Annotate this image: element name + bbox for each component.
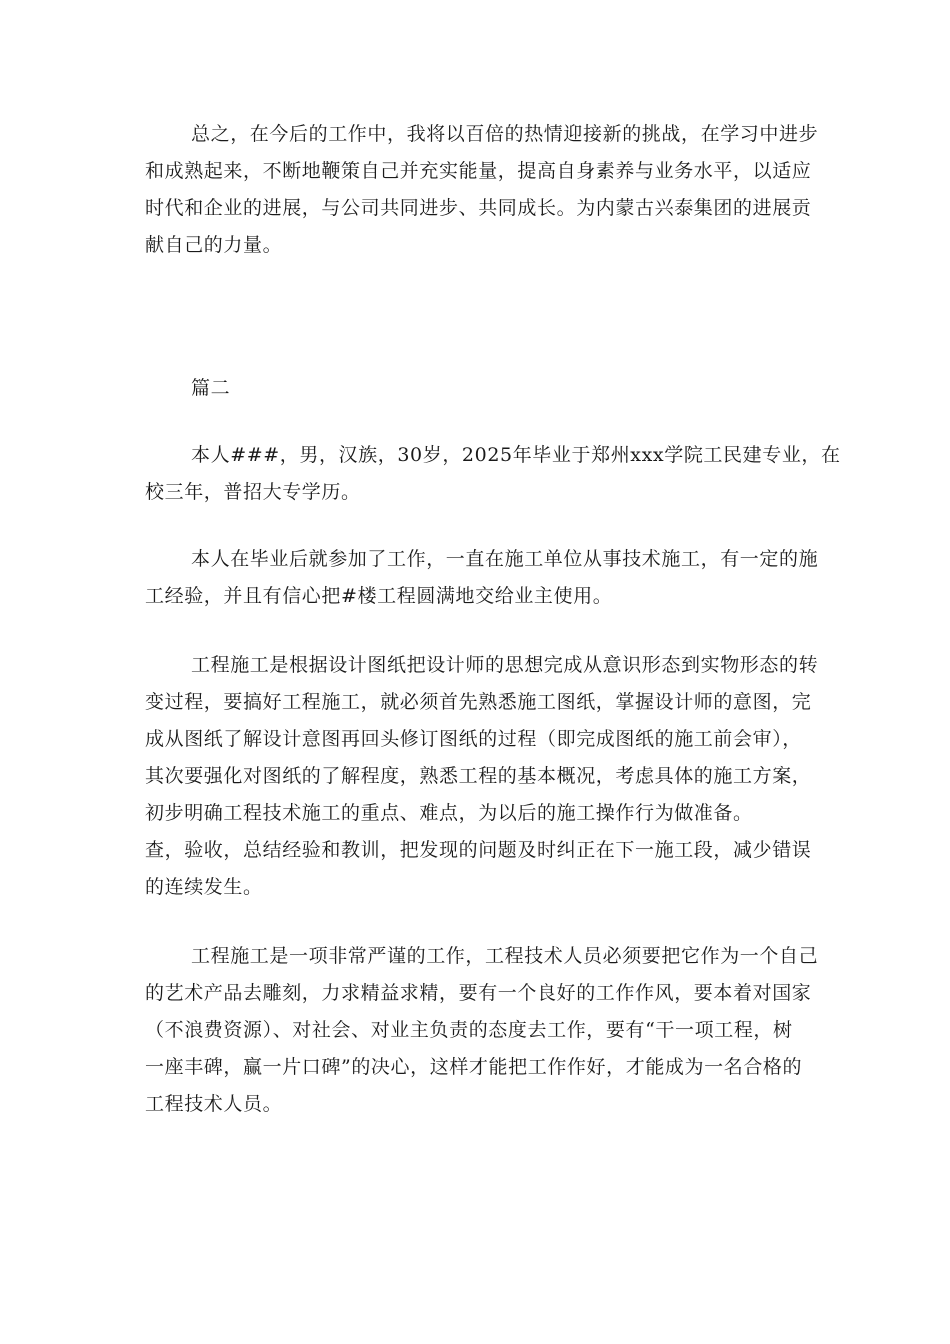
paragraph-line: 变过程，要搞好工程施工，就必须首先熟悉施工图纸，掌握设计师的意图，完 xyxy=(145,691,812,713)
paragraph-line: （不浪费资源）、对社会、对业主负责的态度去工作，要有“干一项工程，树 xyxy=(145,1019,793,1041)
paragraph-line: 工程技术人员。 xyxy=(145,1093,283,1115)
paragraph-line: 工程施工是根据设计图纸把设计师的思想完成从意识形态到实物形态的转 xyxy=(191,654,819,676)
paragraph-line: 工程施工是一项非常严谨的工作，工程技术人员必须要把它作为一个自己 xyxy=(191,945,819,967)
paragraph-line: 的艺术产品去雕刻，力求精益求精，要有一个良好的工作作风，要本着对国家 xyxy=(145,982,812,1004)
paragraph-line: 本人###，男，汉族，30岁，2025年毕业于郑州xxx学院工民建专业，在 xyxy=(191,444,841,466)
paragraph-line: 一座丰碑，赢一片口碑”的决心，这样才能把工作作好，才能成为一名合格的 xyxy=(145,1056,803,1078)
paragraph-line: 初步明确工程技术施工的重点、难点，为以后的施工操作行为做准备。 xyxy=(145,802,753,824)
section-heading: 篇二 xyxy=(191,377,231,399)
paragraph-line: 成从图纸了解设计意图再回头修订图纸的过程（即完成图纸的施工前会审）， xyxy=(145,728,802,750)
paragraph-line: 校三年，普招大专学历。 xyxy=(145,481,361,503)
paragraph-line: 查，验收，总结经验和教训，把发现的问题及时纠正在下一施工段，减少错误 xyxy=(145,839,812,861)
paragraph-line: 工经验，并且有信心把#楼工程圆满地交给业主使用。 xyxy=(145,585,613,607)
paragraph-line: 总之，在今后的工作中，我将以百倍的热情迎接新的挑战，在学习中进步 xyxy=(191,123,819,145)
paragraph-line: 其次要强化对图纸的了解程度，熟悉工程的基本概况，考虑具体的施工方案， xyxy=(145,765,812,787)
paragraph-line: 的连续发生。 xyxy=(145,876,263,898)
paragraph-line: 献自己的力量。 xyxy=(145,234,283,256)
paragraph-line: 本人在毕业后就参加了工作，一直在施工单位从事技术施工，有一定的施 xyxy=(191,548,819,570)
paragraph-line: 和成熟起来，不断地鞭策自己并充实能量，提高自身素养与业务水平，以适应 xyxy=(145,160,812,182)
paragraph-line: 时代和企业的进展，与公司共同进步、共同成长。为内蒙古兴泰集团的进展贡 xyxy=(145,197,812,219)
